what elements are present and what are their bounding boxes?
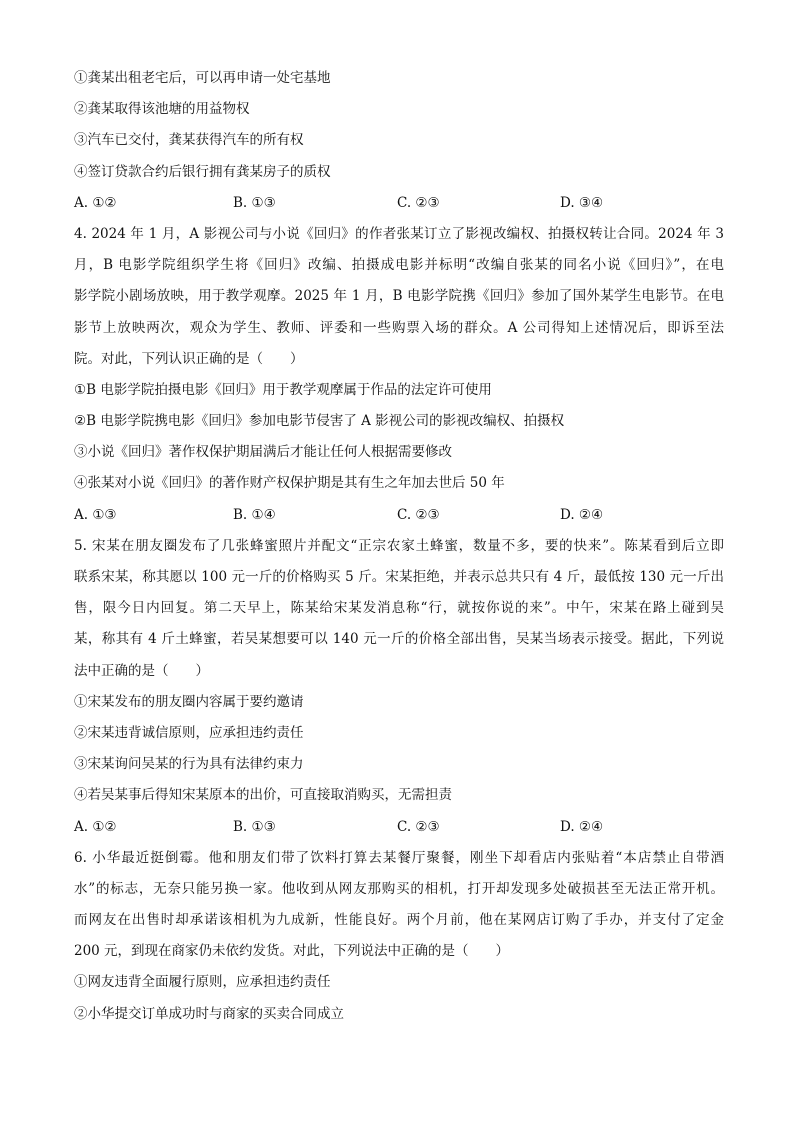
q6-stem-line-4: 200 元，到现在商家仍未依约发货。对此，下列说法中正确的是（ ） [74,943,510,960]
q4-stem-line-1: 4. 2024 年 1 月，A 影视公司与小说《回归》的作者张某订立了影视改编权、拍摄权转让合同。2024 年 3 [74,225,724,242]
q4-stem-line-4: 影节上放映两次，观众为学生、教师、评委和一些购票入场的群众。A 公司得知上述情况后，即诉至法 [74,319,724,336]
q6-stem [74,843,724,968]
q4-options [74,500,724,531]
q4-stem [74,219,724,375]
q6-statement-2: ②小华提交订单成功时与商家的买卖合同成立 [74,1005,344,1022]
q6-stem-line-3: 而网友在出售时却承诺该相机为九成新，性能良好。两个月前，他在某网店订购了手办，并支付了定金 [74,912,724,929]
q5-stem-line-1: 5. 宋某在朋友圈发布了几张蜂蜜照片并配文“正宗农家土蜂蜜，数量不多，要的快来”。陈某看到后立即 [74,537,724,554]
q5-statements [74,687,724,812]
q4-statement-3: ③小说《回归》著作权保护期届满后才能让任何人根据需要修改 [74,444,452,461]
q4-statement-4: ④张某对小说《回归》的著作财产权保护期是其有生之年加去世后 50 年 [74,475,505,492]
q4-statements [74,375,724,500]
q6-stem-line-1: 6. 小华最近挺倒霉。他和朋友们带了饮料打算去某餐厅聚餐，刚坐下却看店内张贴着“本店禁止自带酒 [74,849,724,866]
q3-option-d: D. ③④ [560,194,604,211]
q5-option-a: A. ①② [74,818,117,835]
q4-option-d: D. ②④ [560,506,604,523]
q5-statement-4: ④若吴某事后得知宋某原本的出价，可直接取消购买，无需担责 [74,787,452,804]
q4-statement-1: ①B 电影学院拍摄电影《回归》用于教学观摩属于作品的法定许可使用 [74,381,492,398]
q4-stem-line-2: 月，B 电影学院组织学生将《回归》改编、拍摄成电影并标明“改编自张某的同名小说《回归》”，在电 [74,257,724,274]
q5-option-b: B. ①③ [233,818,276,835]
q5-stem-line-4: 某，称其有 4 斤土蜂蜜，若吴某想要可以 140 元一斤的价格全部出售，吴某当场表示接受。据此，下列说 [74,631,724,648]
q5-options [74,812,724,843]
q4-option-b: B. ①④ [233,506,276,523]
q5-stem-line-3: 售，限今日内回复。第二天早上，陈某给宋某发消息称“行，就按你说的来”。中午，宋某在路上碰到吴 [74,600,724,617]
q5-stem-line-2: 联系宋某，称其愿以 100 元一斤的价格购买 5 斤。宋某拒绝，并表示总共只有 4 斤，最低按 130 元一斤出 [74,569,724,585]
q5-stem-line-5: 法中正确的是（ ） [74,662,209,679]
q6-statement-1: ①网友违背全面履行原则，应承担违约责任 [74,974,331,991]
q5-statement-1: ①宋某发布的朋友圈内容属于要约邀请 [74,693,304,710]
q4-stem-line-5: 院。对此，下列认识正确的是（ ） [74,350,304,367]
q3-option-b: B. ①③ [233,194,276,211]
q4-statement-2: ②B 电影学院携电影《回归》参加电影节侵害了 A 影视公司的影视改编权、拍摄权 [74,413,565,430]
q4-option-a: A. ①③ [74,506,117,523]
q5-option-d: D. ②④ [560,818,604,835]
q5-option-c: C. ②③ [397,818,440,835]
q3-statement-2: ②龚某取得该池塘的用益物权 [74,101,250,118]
q6-stem-line-2: 水”的标志，无奈只能另换一家。他收到从网友那购买的相机，打开却发现多处破损甚至无法正常开机。 [74,880,724,897]
q6-statements [74,967,724,1029]
q3-options [74,188,724,219]
q4-option-c: C. ②③ [397,506,440,523]
q3-statement-4: ④签订贷款合约后银行拥有龚某房子的质权 [74,163,331,180]
q3-option-c: C. ②③ [397,194,440,211]
q3-option-a: A. ①② [74,194,117,211]
q4-stem-line-3: 影学院小剧场放映，用于教学观摩。2025 年 1 月，B 电影学院携《回归》参加了国外某学生电影节。在电 [74,288,724,305]
q5-statement-2: ②宋某违背诚信原则，应承担违约责任 [74,724,304,741]
q3-statements [74,63,724,188]
q5-statement-3: ③宋某询问吴某的行为具有法律约束力 [74,756,304,773]
q3-statement-3: ③汽车已交付，龚某获得汽车的所有权 [74,132,304,149]
q5-stem [74,531,724,687]
q3-statement-1: ①龚某出租老宅后，可以再申请一处宅基地 [74,70,331,86]
document-page [74,63,724,1030]
